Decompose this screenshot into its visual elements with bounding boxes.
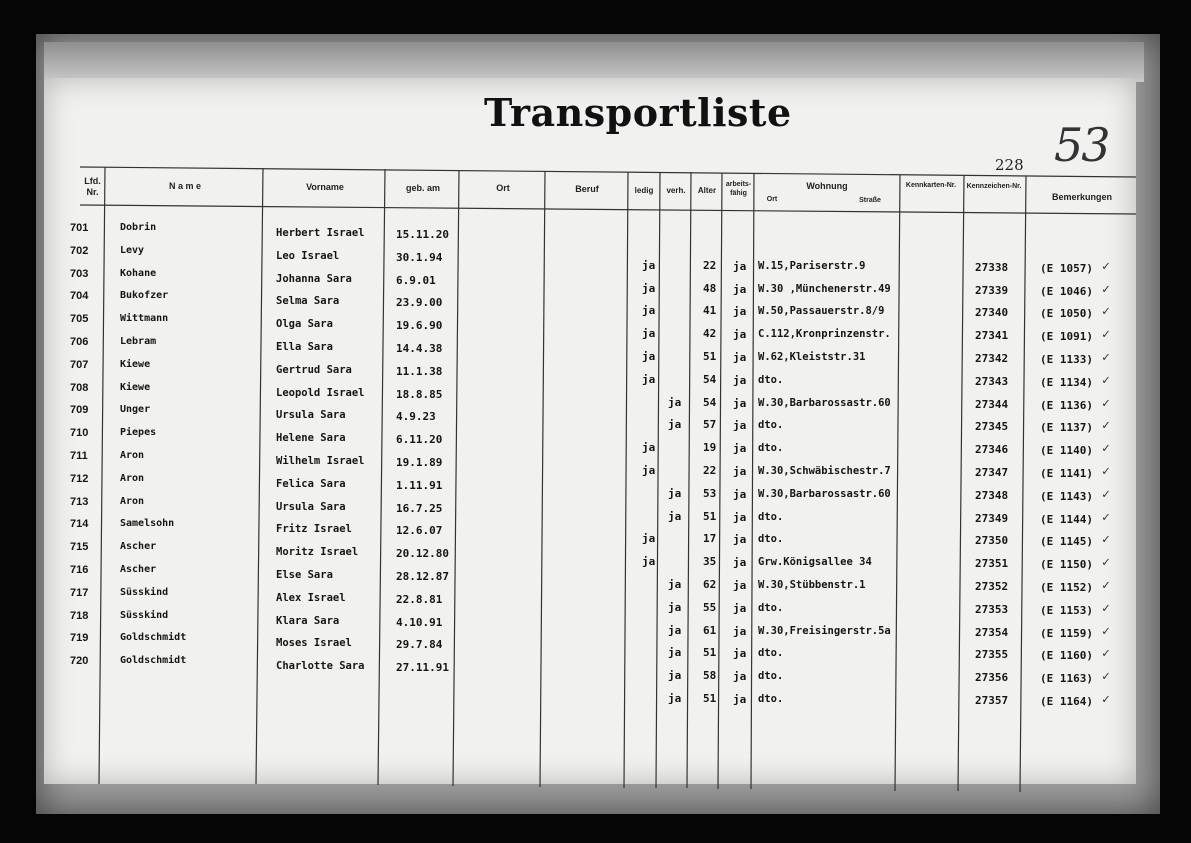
row-wohnung: dto.: [758, 533, 784, 546]
row-wohnung: dto.: [758, 419, 784, 432]
row-alter: 35: [703, 555, 717, 569]
row-geb-am: 4.9.23: [396, 410, 436, 424]
row-vorname: Moses Israel: [276, 637, 352, 650]
row-bemerkungen: (E 1134): [1040, 375, 1093, 389]
row-vorname: Selma Sara: [276, 295, 340, 308]
row-wohnung: W.30,Stübbenstr.1: [758, 579, 866, 591]
header-vorname: Vorname: [306, 182, 344, 192]
row-vorname: Gertrud Sara: [276, 363, 352, 376]
row-name: Piepes: [120, 427, 157, 439]
header-wohnung-strasse: Straße: [859, 197, 881, 204]
row-ledig: ja: [642, 441, 656, 455]
row-wohnung: W.15,Pariserstr.9: [758, 259, 866, 272]
row-geb-am: 29.7.84: [396, 638, 443, 652]
row-bemerkungen: (E 1159): [1040, 626, 1093, 640]
row-name: Aron: [120, 472, 145, 484]
row-alter: 53: [703, 486, 717, 500]
row-geb-am: 4.10.91: [396, 615, 443, 629]
row-kennzeichen-nr: 27357: [975, 694, 1009, 707]
row-name: Kohane: [120, 267, 157, 279]
row-bemerkungen: (E 1141): [1040, 467, 1093, 480]
header-geb-am: geb. am: [405, 183, 440, 193]
header-ledig: ledig: [634, 186, 654, 195]
row-arbeitsfaehig: ja: [733, 556, 747, 570]
row-bemerkungen: (E 1144): [1040, 512, 1093, 526]
row-vorname: Ella Sara: [276, 341, 333, 353]
row-alter: 22: [703, 258, 717, 272]
row-lfd-nr: 708: [70, 381, 89, 394]
row-ledig: ja: [642, 304, 656, 318]
check-mark-icon: ✓: [1102, 327, 1110, 343]
row-name: Lebram: [120, 336, 157, 347]
row-arbeitsfaehig: ja: [733, 351, 747, 364]
row-alter: 17: [703, 532, 717, 546]
row-vorname: Else Sara: [276, 569, 333, 581]
row-kennzeichen-nr: 27348: [975, 488, 1009, 502]
row-lfd-nr: 702: [70, 244, 89, 257]
header-kennzeichen-nr: Kennzeichen-Nr.: [966, 183, 1022, 190]
row-verh: ja: [668, 600, 682, 614]
check-mark-icon: ✓: [1102, 623, 1110, 639]
row-bemerkungen: (E 1137): [1040, 421, 1093, 435]
row-name: Kiewe: [120, 358, 151, 370]
row-wohnung: dto.: [758, 647, 784, 660]
row-alter: 62: [703, 578, 717, 591]
row-name: Kiewe: [120, 381, 151, 393]
row-alter: 58: [703, 669, 717, 683]
row-name: Levy: [120, 244, 145, 256]
check-mark-icon: ✓: [1102, 486, 1110, 502]
document-title: Transportliste: [484, 90, 792, 135]
row-vorname: Ursula Sara: [276, 409, 346, 422]
row-arbeitsfaehig: ja: [733, 396, 747, 410]
check-mark-icon: ✓: [1102, 600, 1110, 616]
row-kennzeichen-nr: 27345: [975, 420, 1009, 434]
row-name: Wittmann: [120, 313, 169, 325]
row-wohnung: W.30 ,Münchenerstr.49: [758, 282, 891, 295]
row-alter: 51: [703, 692, 717, 705]
row-lfd-nr: 706: [70, 336, 89, 348]
row-lfd-nr: 701: [70, 222, 89, 234]
check-mark-icon: ✓: [1102, 578, 1110, 593]
row-geb-am: 16.7.25: [396, 501, 443, 515]
row-arbeitsfaehig: ja: [733, 305, 747, 319]
row-bemerkungen: (E 1136): [1040, 398, 1093, 412]
row-arbeitsfaehig: ja: [733, 442, 747, 456]
check-mark-icon: ✓: [1102, 395, 1110, 411]
row-alter: 48: [703, 281, 717, 295]
header-ort: Ort: [496, 183, 510, 193]
row-lfd-nr: 703: [70, 267, 89, 280]
row-arbeitsfaehig: ja: [733, 259, 747, 273]
row-arbeitsfaehig: ja: [733, 282, 747, 296]
row-verh: ja: [668, 418, 682, 432]
row-vorname: Johanna Sara: [276, 272, 352, 285]
row-verh: ja: [668, 578, 682, 591]
row-alter: 51: [703, 350, 717, 363]
row-kennzeichen-nr: 27352: [975, 580, 1009, 593]
row-bemerkungen: (E 1057): [1040, 261, 1093, 275]
row-arbeitsfaehig: ja: [733, 328, 747, 342]
row-geb-am: 1.11.91: [396, 478, 443, 492]
row-ledig: ja: [642, 258, 656, 272]
row-verh: ja: [668, 395, 682, 409]
row-verh: ja: [668, 646, 682, 660]
row-kennzeichen-nr: 27343: [975, 374, 1009, 388]
row-alter: 42: [703, 327, 717, 341]
row-kennzeichen-nr: 27350: [975, 534, 1009, 548]
row-geb-am: 14.4.38: [396, 342, 443, 355]
row-lfd-nr: 714: [70, 518, 89, 531]
row-bemerkungen: (E 1153): [1040, 603, 1093, 617]
row-ledig: ja: [642, 281, 656, 295]
row-name: Süsskind: [120, 609, 169, 621]
row-wohnung: W.30,Barbarossastr.60: [758, 396, 891, 409]
row-bemerkungen: (E 1160): [1040, 649, 1093, 663]
row-geb-am: 11.1.38: [396, 364, 443, 378]
row-geb-am: 12.6.07: [396, 524, 443, 538]
row-alter: 54: [703, 395, 717, 409]
row-arbeitsfaehig: ja: [733, 510, 747, 524]
row-wohnung: dto.: [758, 693, 784, 705]
header-verh: verh.: [666, 186, 686, 195]
row-geb-am: 30.1.94: [396, 250, 443, 264]
row-geb-am: 6.9.01: [396, 273, 436, 287]
row-arbeitsfaehig: ja: [733, 693, 747, 706]
row-geb-am: 18.8.85: [396, 387, 443, 401]
row-geb-am: 19.6.90: [396, 319, 443, 333]
row-name: Dobrin: [120, 222, 157, 233]
row-lfd-nr: 716: [70, 564, 89, 576]
header-alter: Alter: [697, 186, 717, 195]
header-name: N a m e: [168, 181, 201, 191]
row-wohnung: W.50,Passauerstr.8/9: [758, 305, 885, 318]
row-kennzeichen-nr: 27356: [975, 671, 1009, 685]
row-kennzeichen-nr: 27351: [975, 557, 1009, 571]
row-vorname: Alex Israel: [276, 591, 346, 604]
row-vorname: Helene Sara: [276, 432, 346, 445]
row-wohnung: dto.: [758, 670, 784, 683]
row-bemerkungen: (E 1046): [1040, 284, 1093, 298]
row-name: Süsskind: [120, 586, 169, 598]
row-lfd-nr: 710: [70, 427, 89, 440]
row-vorname: Moritz Israel: [276, 546, 359, 559]
check-mark-icon: ✓: [1102, 372, 1110, 388]
check-mark-icon: ✓: [1102, 555, 1110, 571]
row-vorname: Leo Israel: [276, 249, 340, 262]
row-wohnung: dto.: [758, 373, 784, 386]
row-geb-am: 15.11.20: [396, 228, 449, 241]
row-name: Aron: [120, 495, 145, 507]
row-arbeitsfaehig: ja: [733, 465, 747, 478]
row-kennzeichen-nr: 27346: [975, 443, 1009, 457]
row-name: Ascher: [120, 541, 157, 553]
row-kennzeichen-nr: 27347: [975, 466, 1009, 479]
check-mark-icon: ✓: [1102, 304, 1110, 320]
row-geb-am: 6.11.20: [396, 433, 443, 447]
check-mark-icon: ✓: [1102, 350, 1110, 365]
check-mark-icon: ✓: [1102, 532, 1110, 548]
row-kennzeichen-nr: 27344: [975, 397, 1009, 411]
row-vorname: Charlotte Sara: [276, 660, 365, 673]
scan-top-edge: [44, 42, 1144, 82]
handwritten-number: 53: [1054, 118, 1109, 172]
row-name: Aron: [120, 450, 145, 461]
row-kennzeichen-nr: 27355: [975, 648, 1009, 662]
header-lfd-nr: Lfd. Nr.: [84, 176, 101, 197]
check-mark-icon: ✓: [1102, 464, 1110, 479]
row-lfd-nr: 711: [70, 450, 88, 462]
row-lfd-nr: 718: [70, 609, 89, 622]
check-mark-icon: ✓: [1102, 646, 1110, 662]
check-mark-icon: ✓: [1102, 258, 1110, 274]
row-lfd-nr: 712: [70, 472, 89, 485]
check-mark-icon: ✓: [1102, 509, 1110, 525]
row-vorname: Leopold Israel: [276, 386, 365, 399]
row-lfd-nr: 707: [70, 358, 89, 371]
check-mark-icon: ✓: [1102, 692, 1110, 707]
row-wohnung: dto.: [758, 601, 784, 614]
row-arbeitsfaehig: ja: [733, 647, 747, 661]
row-alter: 41: [703, 304, 717, 318]
row-lfd-nr: 709: [70, 404, 89, 417]
row-geb-am: 23.9.00: [396, 296, 443, 310]
row-kennzeichen-nr: 27342: [975, 352, 1009, 365]
row-vorname: Klara Sara: [276, 614, 340, 627]
page-number: 228: [995, 156, 1024, 174]
row-ledig: ja: [642, 327, 656, 341]
row-arbeitsfaehig: ja: [733, 601, 747, 615]
row-verh: ja: [668, 669, 682, 683]
row-name: Goldschmidt: [120, 632, 187, 644]
row-bemerkungen: (E 1133): [1040, 353, 1093, 366]
row-ledig: ja: [642, 372, 656, 386]
row-bemerkungen: (E 1164): [1040, 695, 1093, 708]
row-geb-am: 27.11.91: [396, 661, 449, 675]
check-mark-icon: ✓: [1102, 669, 1110, 685]
row-bemerkungen: (E 1145): [1040, 535, 1093, 549]
row-kennzeichen-nr: 27339: [975, 283, 1009, 297]
row-name: Ascher: [120, 564, 157, 575]
row-arbeitsfaehig: ja: [733, 419, 747, 433]
row-arbeitsfaehig: ja: [733, 579, 747, 592]
row-lfd-nr: 704: [70, 290, 89, 303]
header-bemerkungen: Bemerkungen: [1051, 192, 1113, 202]
row-geb-am: 22.8.81: [396, 592, 443, 606]
check-mark-icon: ✓: [1102, 441, 1110, 457]
row-alter: 55: [703, 600, 717, 614]
row-arbeitsfaehig: ja: [733, 624, 747, 638]
row-verh: ja: [668, 509, 682, 523]
row-wohnung: dto.: [758, 442, 784, 455]
header-wohnung: Wohnung: [806, 181, 848, 191]
row-alter: 61: [703, 623, 717, 637]
row-name: Samelsohn: [120, 518, 175, 530]
row-lfd-nr: 717: [70, 586, 89, 599]
row-wohnung: C.112,Kronprinzenstr.: [758, 328, 891, 341]
row-verh: ja: [668, 623, 682, 637]
row-wohnung: Grw.Königsallee 34: [758, 556, 872, 569]
row-name: Unger: [120, 404, 151, 416]
row-geb-am: 20.12.80: [396, 547, 449, 561]
row-arbeitsfaehig: ja: [733, 487, 747, 501]
row-alter: 57: [703, 418, 717, 432]
check-mark-icon: ✓: [1102, 418, 1110, 434]
header-beruf: Beruf: [575, 184, 599, 194]
row-arbeitsfaehig: ja: [733, 670, 747, 684]
row-kennzeichen-nr: 27341: [975, 329, 1009, 343]
header-kennkarten-nr: Kennkarten-Nr.: [905, 182, 957, 189]
row-alter: 19: [703, 441, 717, 455]
row-bemerkungen: (E 1163): [1040, 672, 1093, 686]
header-arbeitsfaehig: arbeits-fähig: [725, 181, 752, 197]
row-wohnung: W.30,Schwäbischestr.7: [758, 465, 891, 477]
row-vorname: Olga Sara: [276, 318, 333, 331]
row-wohnung: W.62,Kleiststr.31: [758, 351, 866, 363]
row-bemerkungen: (E 1143): [1040, 489, 1093, 503]
row-vorname: Ursula Sara: [276, 500, 346, 513]
row-name: Bukofzer: [120, 290, 169, 302]
row-ledig: ja: [642, 532, 656, 546]
row-vorname: Fritz Israel: [276, 523, 352, 536]
row-ledig: ja: [642, 350, 656, 363]
row-arbeitsfaehig: ja: [733, 533, 747, 547]
row-alter: 51: [703, 646, 717, 660]
row-kennzeichen-nr: 27340: [975, 306, 1009, 320]
row-ledig: ja: [642, 555, 656, 569]
row-lfd-nr: 713: [70, 495, 89, 508]
row-verh: ja: [668, 486, 682, 500]
row-geb-am: 28.12.87: [396, 570, 449, 583]
row-wohnung: W.30,Freisingerstr.5a: [758, 624, 891, 637]
row-geb-am: 19.1.89: [396, 456, 443, 469]
row-bemerkungen: (E 1091): [1040, 330, 1093, 344]
row-kennzeichen-nr: 27353: [975, 602, 1009, 616]
row-name: Goldschmidt: [120, 655, 187, 667]
row-lfd-nr: 719: [70, 632, 89, 645]
check-mark-icon: ✓: [1102, 281, 1110, 297]
row-alter: 54: [703, 372, 717, 386]
row-verh: ja: [668, 692, 682, 705]
row-lfd-nr: 720: [70, 655, 89, 668]
row-wohnung: dto.: [758, 510, 784, 523]
row-lfd-nr: 705: [70, 313, 89, 326]
row-arbeitsfaehig: ja: [733, 373, 747, 387]
row-alter: 22: [703, 464, 717, 477]
row-bemerkungen: (E 1150): [1040, 558, 1093, 572]
row-wohnung: W.30,Barbarossastr.60: [758, 487, 891, 500]
row-ledig: ja: [642, 464, 656, 477]
row-vorname: Herbert Israel: [276, 227, 365, 239]
row-kennzeichen-nr: 27354: [975, 625, 1009, 639]
row-vorname: Felica Sara: [276, 477, 346, 490]
row-kennzeichen-nr: 27349: [975, 511, 1009, 525]
header-wohnung-ort: Ort: [766, 196, 778, 203]
row-bemerkungen: (E 1152): [1040, 581, 1093, 594]
row-alter: 51: [703, 509, 717, 523]
row-vorname: Wilhelm Israel: [276, 455, 365, 467]
row-kennzeichen-nr: 27338: [975, 260, 1009, 274]
row-bemerkungen: (E 1050): [1040, 307, 1093, 321]
row-lfd-nr: 715: [70, 541, 89, 554]
row-bemerkungen: (E 1140): [1040, 444, 1093, 458]
